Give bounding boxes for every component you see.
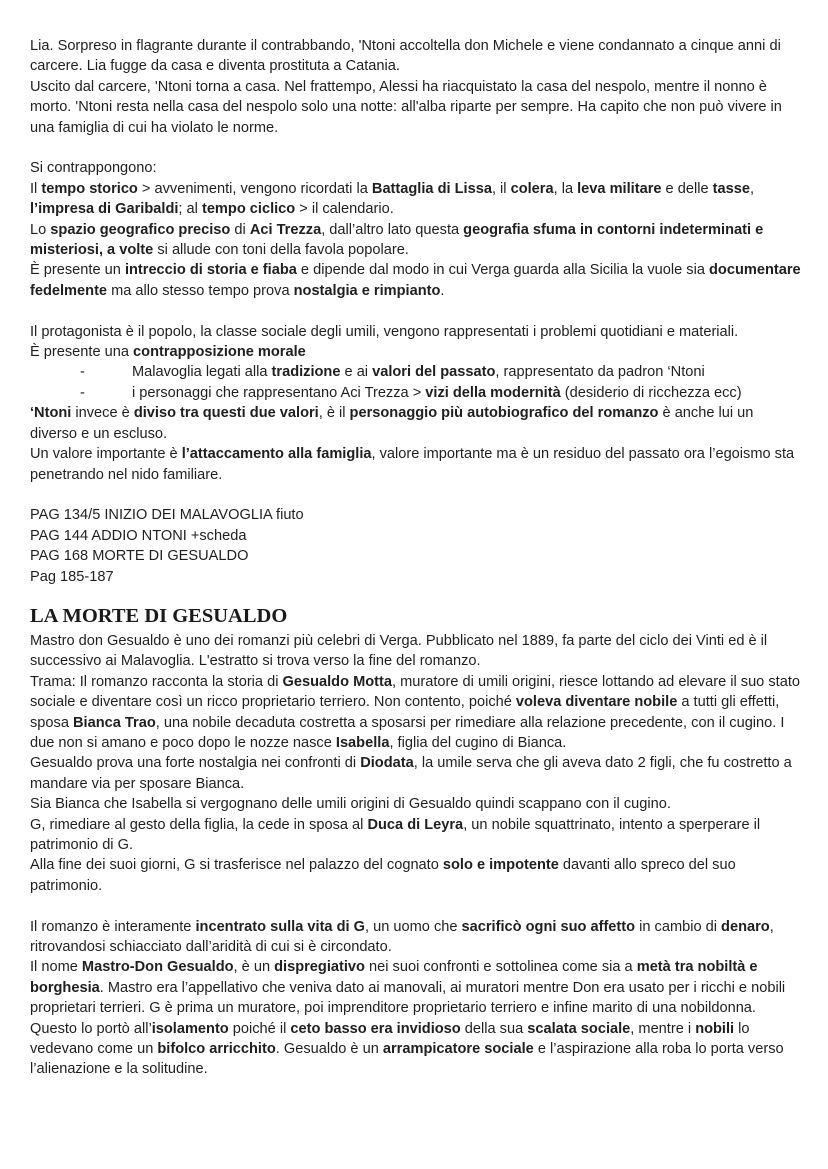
paragraph-plot [30,672,802,754]
bold-text: metà tra nobiltà e borghesia [30,959,758,996]
bullet-text [132,362,802,382]
bold-text: sacrificò ogni suo affetto [461,918,636,935]
bold-text: Diodata [360,755,414,772]
text-run: Il [30,180,42,197]
text-run: Il protagonista è il popolo, la classe sociale degli umili, vengono rappresentati i problemi quotidiani e materiali. [30,323,739,340]
paragraph-history-fable [30,260,802,301]
text-run: Lo [30,221,51,238]
text-run: si allude con toni della favola popolare. [153,242,409,259]
text-run: e dipende dal modo in cui Verga guarda alla Sicilia la vuole sia [296,262,710,279]
paragraph-duke [30,815,802,856]
text-run: , è un [233,959,275,976]
bold-text: Bianca Trao [73,714,156,731]
text-run: Un valore importante è [30,446,182,463]
text-run: , la umile serva che gli aveva dato 2 figli, che fu costretto a mandare via per sposare Bianca. [30,755,792,792]
bold-text: tradizione [271,364,341,381]
bold-text: dispregiativo [274,959,365,976]
paragraph-escape [30,794,802,814]
text-run: > avvenimenti, vengono ricordati la [137,180,372,197]
bold-text: Gesualdo Motta [282,673,392,690]
text-run: , valore importante ma è un residuo del passato ora l’egoismo sta penetrando nel nido familiare. [30,446,795,483]
text-run: ma allo stesso tempo prova [107,282,294,299]
text-run: di [230,221,250,238]
text-run: Malavoglia legati alla [132,364,272,381]
paragraph-contrast-intro [30,158,802,178]
bullet-item-tradition [30,362,802,382]
bold-text: diviso tra questi due valori [133,405,319,422]
text-run: , ritrovandosi schiacciato dall’aridità di cui si è circondato. [30,918,774,955]
paragraph-space [30,220,802,261]
paragraph-lia [30,36,802,77]
paragraph-novel-intro [30,631,802,672]
bold-text: l’attaccamento alla famiglia [181,446,372,463]
bold-text: leva militare [577,180,662,197]
bold-text: denaro [721,918,770,935]
bold-text: contrapposizione morale [133,344,306,361]
text-run: i personaggi che rappresentano Aci Trezza > [132,384,426,401]
bold-text: Battaglia di Lissa [371,180,492,197]
paragraph-ntoni-return [30,77,802,138]
bold-text: solo e impotente [442,857,559,874]
paragraph-ntoni-divided [30,403,802,444]
text-run: in cambio di [635,918,722,935]
text-run: È presente una [30,344,134,361]
page-reference: Pag 185-187 [30,568,114,585]
text-run: , dall’altro lato questa [321,221,464,238]
text-run: Gesualdo prova una forte nostalgia nei confronti di [30,755,361,772]
text-run: Sia Bianca che Isabella si vergognano delle umili origini di Gesualdo quindi scappano con il cugino. [30,796,671,813]
bold-text: voleva diventare nobile [515,694,678,711]
text-run: , una nobile decaduta costretta a sposarsi per rimediare alla relazione precedente, con il cugino. I due non si amano e poco dopo le nozze nasce [30,714,785,751]
text-run: invece è [71,405,134,422]
bold-text: bifolco arricchito [157,1041,276,1058]
bold-text: tasse [712,180,750,197]
bold-text: personaggio più autobiografico del romanzo [349,405,659,422]
bold-text: geografia sfuma in contorni indeterminati e misteriosi, a volte [30,221,764,259]
text-run: Mastro don Gesualdo è uno dei romanzi più celebri di Verga. Pubblicato nel 1889, fa parte del ciclo dei Vinti ed è il successivo ai Malavoglia. L'estratto si trova verso la fine del romanzo. [30,632,768,670]
bold-text: Isabella [335,734,390,751]
bullet-dash: - [80,384,85,401]
page-reference: PAG 144 ADDIO NTONI +scheda [30,527,247,544]
text-run: , la [553,180,578,197]
text-run: , un uomo che [364,918,462,935]
text-run: , muratore di umili origini, riesce lottando ad elevare il suo stato sociale e diventare così un ricco proprietario terriero. Non contento, poiché [30,673,800,711]
bold-text: Duca di Leyra [367,816,464,833]
text-run: poiché il [228,1020,291,1037]
text-run: È presente un [30,262,125,279]
text-run: lo vedevano come un [30,1020,750,1058]
text-run: , figlia del cugino di Bianca. [389,734,567,751]
text-run: Trama: Il romanzo racconta la storia di [30,673,283,690]
text-run: . Mastro era l’appellativo che veniva dato ai manovali, ai muratori mentre Don era usato per i ricchi e nobili proprietari terrieri. G è prima un muratore, poi imprenditore proprietario terriero e infine marito di una nobildonna. Questo lo portò all’ [30,979,786,1037]
bold-text: vizi della modernità [425,384,561,401]
bold-text: colera [510,180,554,197]
bold-text: scalata sociale [527,1020,631,1037]
bold-text: tempo storico [41,180,138,197]
text-run: (desiderio di ricchezza ecc) [560,384,742,401]
text-run: e ai [340,364,373,381]
text-run: . [440,282,445,299]
text-run: . Gesualdo è un [275,1041,383,1058]
text-run: Uscito dal carcere, 'Ntoni torna a casa. Nel frattempo, Alessi ha riacquistato la casa del nespolo, mentre il nonno è morto. 'Ntoni resta nella casa del nespolo solo una notte: all'alba riparte per sempre. Ha capito che non può vivere in una famiglia di cui ha violato le norme. [30,78,782,136]
bold-text: Mastro-Don Gesualdo [81,959,234,976]
text-run: Lia. Sorpreso in flagrante durante il contrabbando, 'Ntoni accoltella don Michele e viene condannato a cinque anni di carcere. Lia fugge da casa e diventa prostituta a Catania. [30,38,781,75]
bold-text: nostalgia e rimpianto [293,282,441,299]
page-reference: PAG 134/5 INIZIO DEI MALAVOGLIA fiuto [30,507,304,524]
bold-text: documentare fedelmente [30,262,801,299]
text-run: ; al [178,201,202,218]
text-run: Alla fine dei suoi giorni, G si trasferisce nel palazzo del cognato [30,857,443,874]
document-page [30,36,802,1080]
text-run: , un nobile squattrinato, intento a sperperare il patrimonio di G. [30,816,761,853]
bold-text: tempo ciclico [201,201,296,218]
paragraph-time [30,179,802,220]
bold-text: isolamento [151,1020,229,1037]
text-run: nei suoi confronti e sottolinea come sia a [364,959,637,976]
text-run: e l’aspirazione alla roba lo porta verso l’alienazione e la solitudine. [30,1041,784,1078]
text-run: a tutti gli effetti, sposa [30,694,780,731]
bold-text: nobili [695,1020,735,1037]
text-run: , [749,180,755,197]
paragraph-protagonist [30,322,802,342]
text-run: > il calendario. [295,201,394,218]
bold-text: ceto basso era invidioso [290,1020,461,1037]
section-heading: LA MORTE DI GESUALDO [30,604,288,627]
paragraph-family-value [30,444,802,485]
text-run: , il [491,180,511,197]
bold-text: l’impresa di Garibaldi [30,201,179,218]
page-reference: PAG 168 MORTE DI GESUALDO [30,548,249,565]
text-run: Il nome [30,959,82,976]
text-run: davanti allo spreco del suo patrimonio. [30,857,736,894]
text-run: , mentre i [630,1020,696,1037]
bullet-item-modernity [30,383,802,403]
text-run: , rappresentato da padron ‘Ntoni [495,364,705,381]
bold-text: Aci Trezza [249,221,322,238]
bold-text: intreccio di storia e fiaba [124,262,297,279]
paragraph-centered-on-g [30,917,802,958]
bullet-dash: - [80,364,85,381]
paragraph-moral-contrast [30,342,802,362]
text-run: e delle [661,180,713,197]
text-run: G, rimediare al gesto della figlia, la cede in sposa al [30,816,368,833]
bold-text: incentrato sulla vita di G [195,918,365,935]
paragraph-diodata [30,753,802,794]
text-run: della sua [460,1020,528,1037]
bold-text: arrampicatore sociale [382,1041,534,1058]
text-run: Il romanzo è interamente [30,918,196,935]
paragraph-end [30,855,802,896]
bold-text: valori del passato [372,364,496,381]
text-run: è anche lui un diverso e un escluso. [30,405,754,442]
bullet-text [132,383,802,403]
text-run: , è il [318,405,350,422]
bold-text: spazio geografico preciso [50,221,231,238]
bold-text: ‘Ntoni [30,405,72,422]
paragraph-name-meaning [30,957,802,1079]
text-run: Si contrappongono: [30,160,157,177]
